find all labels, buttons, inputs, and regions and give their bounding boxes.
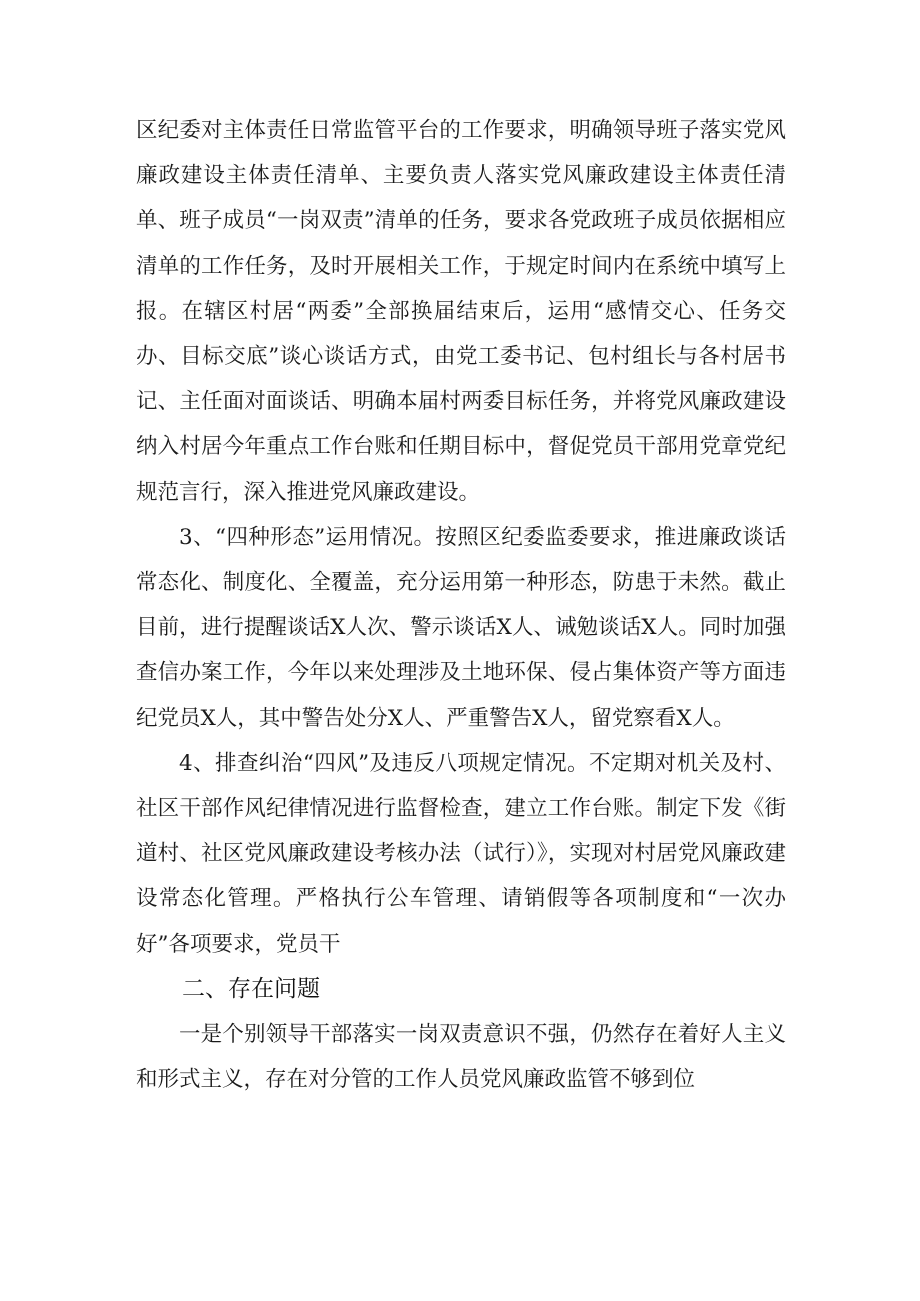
paragraph-four-forms: 3、“四种形态”运用情况。按照区纪委监委要求，推进廉政谈话常态化、制度化、全覆盖，充分运用第一种形态，防患于未然。截止目前，进行提醒谈话X人次、警示谈话X人、诫勉谈话X人。同时加强查信办案工作，今年以来处理涉及土地环保、侵占集体资产等方面违纪党员X人，其中警告处分X人、严重警告X人，留党察看X人。: [136, 524, 786, 731]
section-heading-problems: 二、存在问题: [182, 975, 320, 1002]
document-page: [136, 108, 786, 1102]
paragraph-responsibility-list: 区纪委对主体责任日常监管平台的工作要求，明确领导班子落实党风廉政建设主体责任清单、主要负责人落实党风廉政建设主体责任清单、班子成员“一岗双责”清单的任务，要求各党政班子成员依据相应清单的工作任务，及时开展相关工作，于规定时间内在系统中填写上报。在辖区村居“两委”全部换届结束后，运用“感情交心、任务交办、目标交底”谈心谈话方式，由党工委书记、包村组长与各村居书记、主任面对面谈话、明确本届村两委目标任务，并将党风廉政建设纳入村居今年重点工作台账和任期目标中，督促党员干部用党章党纪规范言行，深入推进党风廉政建设。: [136, 118, 786, 505]
paragraph-problem-one: 一是个别领导干部落实一岗双责意识不强，仍然存在着好人主义和形式主义，存在对分管的工作人员党风廉政监管不够到位: [136, 1022, 786, 1093]
paragraph-four-winds: 4、排查纠治“四风”及违反八项规定情况。不定期对机关及村、社区干部作风纪律情况进行监督检查，建立工作台账。制定下发《街道村、社区党风廉政建设考核办法（试行）》，实现对村居党风廉政建设常态化管理。严格执行公车管理、请销假等各项制度和“一次办好”各项要求，党员干: [136, 750, 786, 957]
